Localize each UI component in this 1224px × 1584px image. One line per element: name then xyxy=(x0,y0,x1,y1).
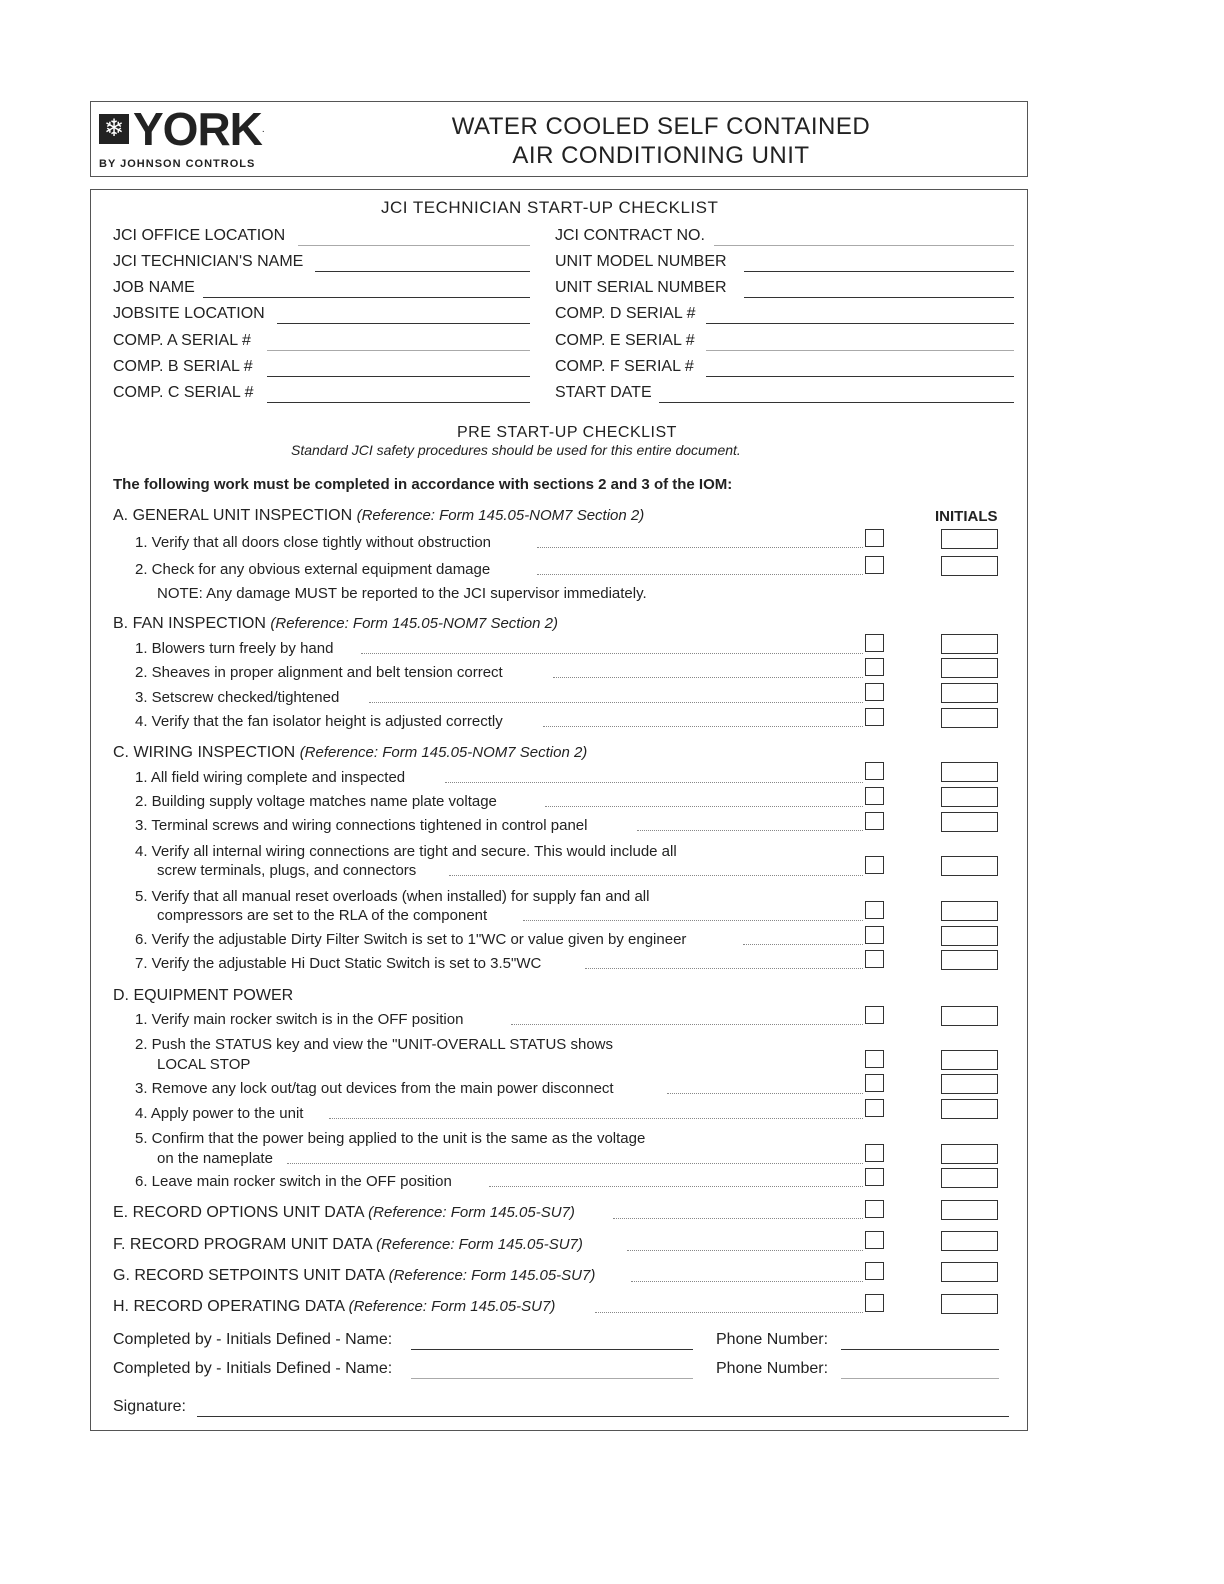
comp-c-serial-field[interactable] xyxy=(267,402,530,403)
checklist-item: 2. Sheaves in proper alignment and belt tension correct xyxy=(135,664,503,681)
checklist-item: 2. Push the STATUS key and view the "UNIT-OVERALL STATUS shows xyxy=(135,1036,613,1053)
leader-dots xyxy=(523,920,863,921)
checklist-item: 1. Blowers turn freely by hand xyxy=(135,640,334,657)
damage-note: NOTE: Any damage MUST be reported to the JCI supervisor immediately. xyxy=(157,585,647,602)
logo-trademark: . xyxy=(261,123,265,135)
checkbox[interactable] xyxy=(865,950,884,968)
initials-box[interactable] xyxy=(941,1168,998,1188)
checkbox[interactable] xyxy=(865,762,884,780)
title-line-1: WATER COOLED SELF CONTAINED xyxy=(451,113,871,140)
leader-dots xyxy=(449,875,863,876)
checkbox[interactable] xyxy=(865,812,884,830)
initials-box[interactable] xyxy=(941,762,998,782)
comp-f-serial-field[interactable] xyxy=(706,376,1014,377)
checklist-item: 1. All field wiring complete and inspected xyxy=(135,769,406,786)
section-h-heading: H. RECORD OPERATING DATA (Reference: Form 145.05-SU7) xyxy=(113,1298,556,1315)
section-a-heading: A. GENERAL UNIT INSPECTION (Reference: Form 145.05-NOM7 Section 2) xyxy=(113,507,645,524)
signature-field[interactable] xyxy=(197,1416,1009,1417)
checklist-item-cont: on the nameplate xyxy=(157,1150,273,1167)
checkbox[interactable] xyxy=(865,1074,884,1092)
checklist-item: 3. Setscrew checked/tightened xyxy=(135,689,340,706)
initials-box[interactable] xyxy=(941,1074,998,1094)
title-line-2: AIR CONDITIONING UNIT xyxy=(512,142,810,169)
snowflake-icon: ❄ xyxy=(99,114,129,144)
completed-by-label: Completed by - Initials Defined - Name: xyxy=(113,1360,393,1377)
technician-name-field[interactable] xyxy=(315,271,530,272)
checkbox[interactable] xyxy=(865,1144,884,1162)
leader-dots xyxy=(595,1312,863,1313)
checklist-item: 2. Building supply voltage matches name plate voltage xyxy=(135,793,497,810)
leader-dots xyxy=(613,1218,863,1219)
section-d-heading: D. EQUIPMENT POWER xyxy=(113,987,294,1004)
field-label: COMP. B SERIAL # xyxy=(113,358,253,375)
initials-box[interactable] xyxy=(941,901,998,921)
completed-by-name-field[interactable] xyxy=(411,1349,693,1350)
pre-startup-title: PRE START-UP CHECKLIST xyxy=(457,424,677,441)
checklist-item: 5. Verify that all manual reset overloads (when installed) for supply fan and all xyxy=(135,888,650,905)
initials-box[interactable] xyxy=(941,1200,998,1220)
checklist-item: 2. Check for any obvious external equipment damage xyxy=(135,561,491,578)
initials-box[interactable] xyxy=(941,708,998,728)
initials-box[interactable] xyxy=(941,812,998,832)
section-f-heading: F. RECORD PROGRAM UNIT DATA (Reference: Form 145.05-SU7) xyxy=(113,1236,583,1253)
leader-dots xyxy=(667,1093,863,1094)
leader-dots xyxy=(489,1186,863,1187)
completed-by-name-field[interactable] xyxy=(411,1378,693,1379)
job-name-field[interactable] xyxy=(203,297,530,298)
initials-box[interactable] xyxy=(941,926,998,946)
field-label: COMP. D SERIAL # xyxy=(555,305,696,322)
checkbox[interactable] xyxy=(865,856,884,874)
checklist-title: JCI TECHNICIAN START-UP CHECKLIST xyxy=(381,198,719,217)
checklist-item-cont: screw terminals, plugs, and connectors xyxy=(157,862,417,879)
unit-model-number-field[interactable] xyxy=(744,271,1014,272)
leader-dots xyxy=(553,677,863,678)
leader-dots xyxy=(627,1250,863,1251)
phone-label: Phone Number: xyxy=(716,1331,829,1348)
checkbox[interactable] xyxy=(865,926,884,944)
initials-box[interactable] xyxy=(941,856,998,876)
checklist-item: 3. Remove any lock out/tag out devices from the main power disconnect xyxy=(135,1080,614,1097)
initials-box[interactable] xyxy=(941,683,998,703)
checkbox[interactable] xyxy=(865,1050,884,1068)
comp-d-serial-field[interactable] xyxy=(706,323,1014,324)
checkbox[interactable] xyxy=(865,529,884,547)
leader-dots xyxy=(369,702,863,703)
checkbox[interactable] xyxy=(865,708,884,726)
leader-dots xyxy=(631,1281,863,1282)
leader-dots xyxy=(361,653,863,654)
document-title xyxy=(391,112,931,170)
leader-dots xyxy=(637,830,863,831)
field-label: COMP. C SERIAL # xyxy=(113,384,254,401)
checklist-item: 1. Verify main rocker switch is in the OFF position xyxy=(135,1011,464,1028)
leader-dots xyxy=(329,1118,863,1119)
jobsite-location-field[interactable] xyxy=(277,323,530,324)
initials-box[interactable] xyxy=(941,1006,998,1026)
field-label: UNIT SERIAL NUMBER xyxy=(555,279,727,296)
field-label: COMP. A SERIAL # xyxy=(113,332,251,349)
checkbox[interactable] xyxy=(865,901,884,919)
initials-box[interactable] xyxy=(941,634,998,654)
checklist-item: 6. Leave main rocker switch in the OFF position xyxy=(135,1173,452,1190)
initials-header: INITIALS xyxy=(935,508,998,525)
leader-dots xyxy=(743,944,863,945)
checklist-item: 4. Verify that the fan isolator height is adjusted correctly xyxy=(135,713,503,730)
initials-box[interactable] xyxy=(941,658,998,678)
completed-by-label: Completed by - Initials Defined - Name: xyxy=(113,1331,393,1348)
leader-dots xyxy=(537,547,863,548)
section-e-heading: E. RECORD OPTIONS UNIT DATA (Reference: Form 145.05-SU7) xyxy=(113,1204,575,1221)
checkbox[interactable] xyxy=(865,1262,884,1280)
contract-no-field[interactable] xyxy=(714,245,1014,246)
section-b-heading: B. FAN INSPECTION (Reference: Form 145.05-NOM7 Section 2) xyxy=(113,615,558,632)
checkbox[interactable] xyxy=(865,787,884,805)
signature-label: Signature: xyxy=(113,1398,186,1415)
checkbox[interactable] xyxy=(865,1006,884,1024)
checkbox[interactable] xyxy=(865,1099,884,1117)
initials-box[interactable] xyxy=(941,950,998,970)
checklist-item: 7. Verify the adjustable Hi Duct Static Switch is set to 3.5"WC xyxy=(135,955,542,972)
york-logo xyxy=(99,103,265,170)
checkbox[interactable] xyxy=(865,556,884,574)
field-label: COMP. E SERIAL # xyxy=(555,332,695,349)
initials-box[interactable] xyxy=(941,529,998,549)
checklist-item: 4. Apply power to the unit xyxy=(135,1105,304,1122)
checkbox[interactable] xyxy=(865,634,884,652)
field-label: START DATE xyxy=(555,384,652,401)
safety-note: Standard JCI safety procedures should be used for this entire document. xyxy=(291,442,741,458)
section-c-heading: C. WIRING INSPECTION (Reference: Form 145.05-NOM7 Section 2) xyxy=(113,744,588,761)
start-date-field[interactable] xyxy=(659,402,1014,403)
checklist-item-cont: compressors are set to the RLA of the component xyxy=(157,907,488,924)
initials-box[interactable] xyxy=(941,787,998,807)
initials-box[interactable] xyxy=(941,1050,998,1070)
field-label: COMP. F SERIAL # xyxy=(555,358,694,375)
initials-box[interactable] xyxy=(941,1099,998,1119)
leader-dots xyxy=(287,1163,863,1164)
intro-text: The following work must be completed in accordance with sections 2 and 3 of the IOM: xyxy=(113,476,733,493)
checkbox[interactable] xyxy=(865,1294,884,1312)
unit-serial-number-field[interactable] xyxy=(744,297,1014,298)
leader-dots xyxy=(445,782,863,783)
checklist-item: 6. Verify the adjustable Dirty Filter Switch is set to 1"WC or value given by engineer xyxy=(135,931,687,948)
checklist-item: 3. Terminal screws and wiring connections tightened in control panel xyxy=(135,817,588,834)
checkbox[interactable] xyxy=(865,1168,884,1186)
phone-label: Phone Number: xyxy=(716,1360,829,1377)
checkbox[interactable] xyxy=(865,683,884,701)
logo-subtitle: BY JOHNSON CONTROLS xyxy=(99,158,256,170)
document-header xyxy=(90,101,1028,177)
initials-box[interactable] xyxy=(941,1294,998,1314)
office-location-field[interactable] xyxy=(298,245,530,246)
initials-box[interactable] xyxy=(941,1262,998,1282)
comp-e-serial-field[interactable] xyxy=(706,350,1014,351)
field-label: JCI CONTRACT NO. xyxy=(555,227,705,244)
comp-a-serial-field[interactable] xyxy=(267,350,530,351)
field-label: JCI OFFICE LOCATION xyxy=(113,227,286,244)
checklist-item-cont: LOCAL STOP xyxy=(157,1056,251,1073)
checklist-item: 4. Verify all internal wiring connections are tight and secure. This would include all xyxy=(135,843,677,860)
leader-dots xyxy=(543,726,863,727)
phone-number-field[interactable] xyxy=(841,1378,999,1379)
leader-dots xyxy=(545,806,863,807)
initials-box[interactable] xyxy=(941,1231,998,1251)
field-label: JOBSITE LOCATION xyxy=(113,305,265,322)
checklist-item: 5. Confirm that the power being applied to the unit is the same as the voltage xyxy=(135,1130,646,1147)
phone-number-field[interactable] xyxy=(841,1349,999,1350)
leader-dots xyxy=(537,574,863,575)
initials-box[interactable] xyxy=(941,556,998,576)
checkbox[interactable] xyxy=(865,1231,884,1249)
section-g-heading: G. RECORD SETPOINTS UNIT DATA (Reference: Form 145.05-SU7) xyxy=(113,1267,596,1284)
checkbox[interactable] xyxy=(865,658,884,676)
logo-wordmark: YORK xyxy=(133,103,262,155)
field-label: UNIT MODEL NUMBER xyxy=(555,253,727,270)
field-label: JCI TECHNICIAN'S NAME xyxy=(113,253,304,270)
leader-dots xyxy=(511,1024,863,1025)
checklist-item: 1. Verify that all doors close tightly without obstruction xyxy=(135,534,492,551)
leader-dots xyxy=(585,968,863,969)
field-label: JOB NAME xyxy=(113,279,195,296)
initials-box[interactable] xyxy=(941,1144,998,1164)
checklist-form xyxy=(90,189,1028,1431)
comp-b-serial-field[interactable] xyxy=(267,376,530,377)
checkbox[interactable] xyxy=(865,1200,884,1218)
